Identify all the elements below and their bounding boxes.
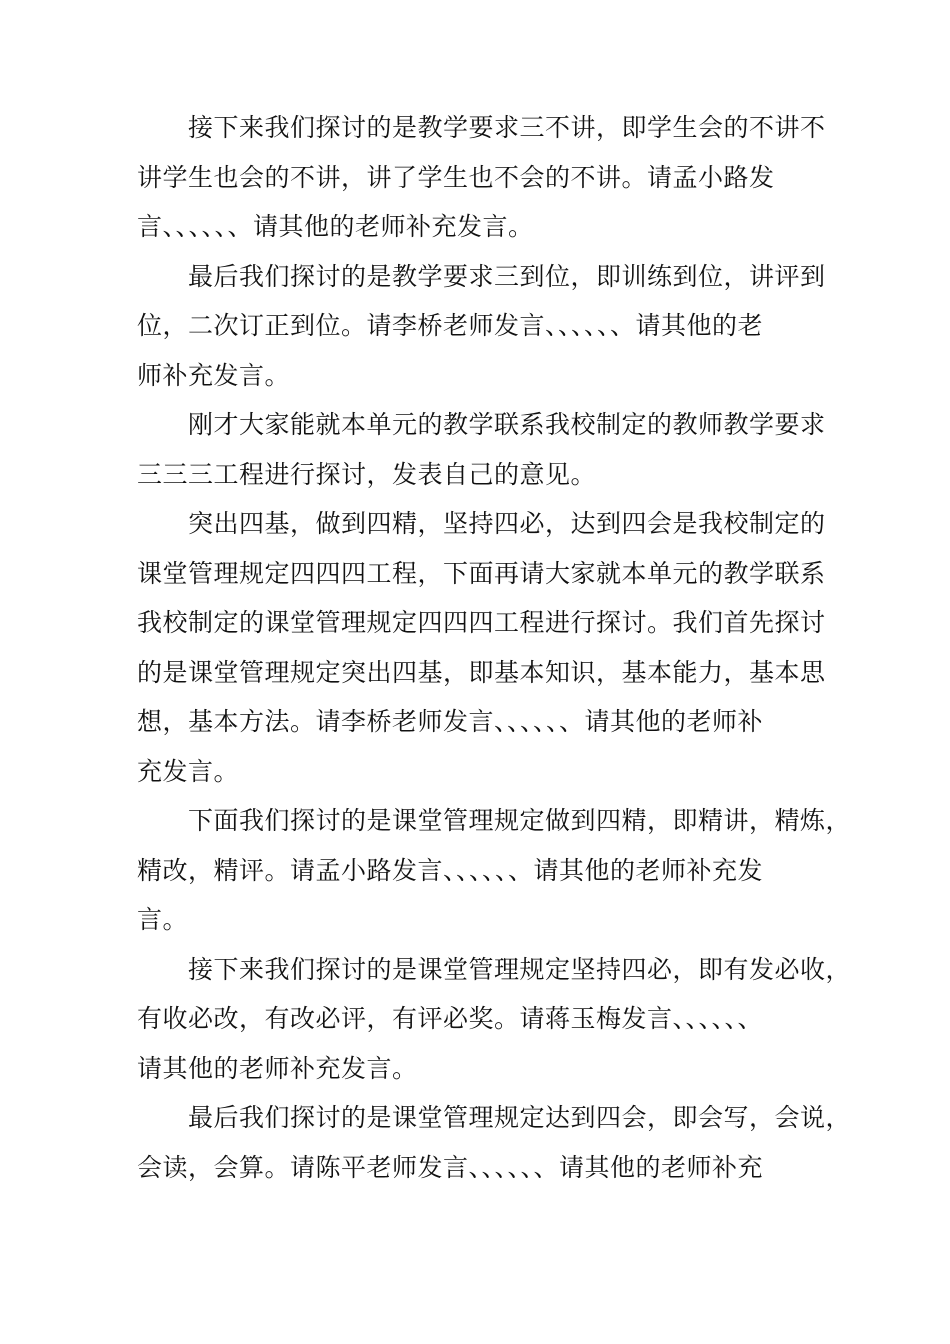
text-line: 言、、、、、、请其他的老师补充发言。 — [137, 212, 534, 241]
text-line: 接下来我们探讨的是课堂管理规定坚持四必，即有发必收， — [188, 954, 852, 984]
paragraph-2 — [137, 252, 837, 401]
document-body — [137, 103, 852, 1192]
paragraph-4 — [137, 499, 837, 796]
text-line: 最后我们探讨的是教学要求三到位，即训练到位，讲评到 — [188, 261, 826, 291]
text-line: 我校制定的课堂管理规定四四四工程进行探讨。我们首先探讨 — [137, 608, 826, 637]
paragraph-7 — [137, 1093, 852, 1192]
text-line: 突出四基，做到四精，坚持四必，达到四会是我校制定的 — [188, 509, 826, 538]
text-line: 刚才大家能就本单元的教学联系我校制定的教师教学要求 — [188, 410, 826, 439]
text-line: 会读，会算。请陈平老师发言、、、、、、请其他的老师补充 — [137, 1152, 764, 1182]
text-line: 有收必改，有改必评，有评必奖。请蒋玉梅发言、、、、、、 — [137, 1004, 764, 1033]
text-line: 的是课堂管理规定突出四基，即基本知识，基本能力，基本思 — [137, 657, 826, 687]
paragraph-1 — [137, 103, 837, 252]
paragraph-5 — [137, 796, 852, 945]
text-line: 师补充发言。 — [137, 360, 291, 390]
text-line: 下面我们探讨的是课堂管理规定做到四精，即精讲，精炼， — [188, 806, 852, 835]
text-line: 课堂管理规定四四四工程，下面再请大家就本单元的教学联系 — [137, 558, 826, 588]
text-line: 位，二次订正到位。请李桥老师发言、、、、、、请其他的老 — [137, 311, 764, 340]
text-line: 讲学生也会的不讲，讲了学生也不会的不讲。请孟小路发 — [137, 162, 775, 192]
text-line: 接下来我们探讨的是教学要求三不讲，即学生会的不讲不 — [188, 113, 826, 142]
paragraph-6 — [137, 945, 852, 1094]
paragraph-3 — [137, 400, 837, 499]
text-line: 三三三工程进行探讨，发表自己的意见。 — [137, 459, 597, 489]
text-line: 充发言。 — [137, 756, 240, 786]
text-line: 请其他的老师补充发言。 — [137, 1053, 418, 1083]
text-line: 言。 — [137, 905, 189, 934]
text-line: 想，基本方法。请李桥老师发言、、、、、、请其他的老师补 — [137, 707, 764, 736]
text-line: 最后我们探讨的是课堂管理规定达到四会，即会写，会说， — [188, 1103, 852, 1132]
text-line: 精改，精评。请孟小路发言、、、、、、请其他的老师补充发 — [137, 855, 764, 885]
